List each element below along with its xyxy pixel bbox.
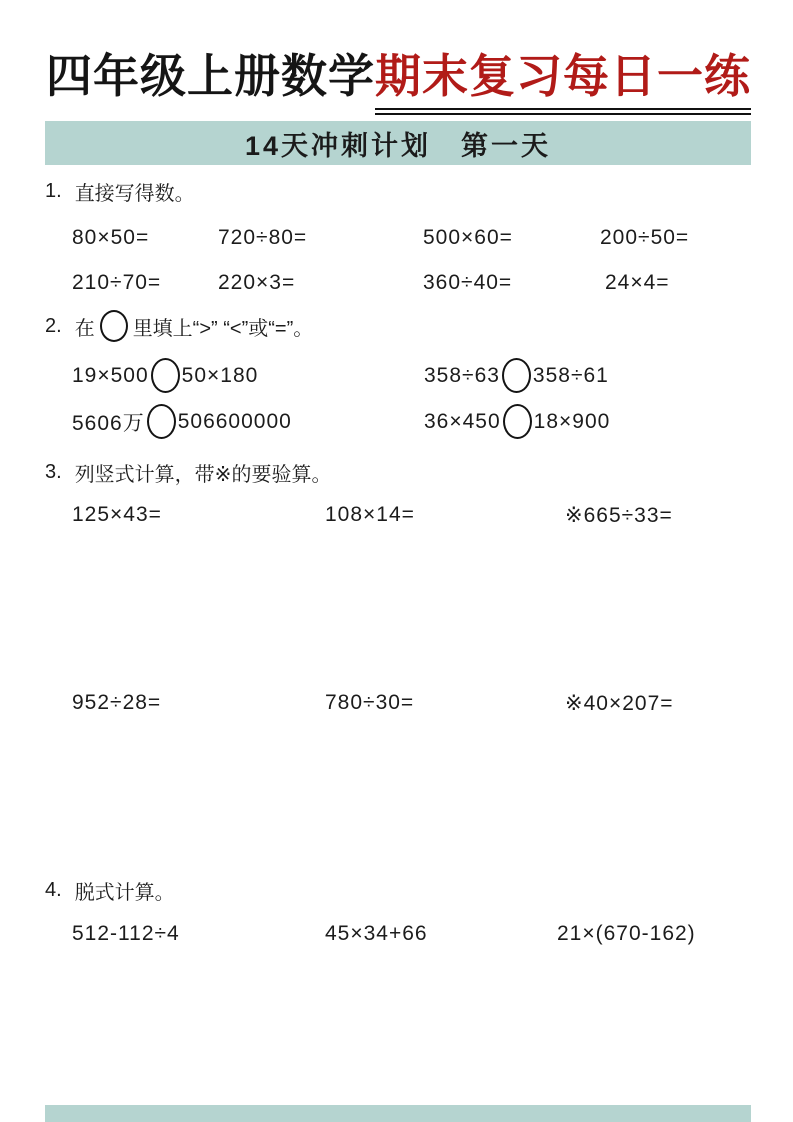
q4-expression: 512-112÷4 <box>72 922 180 945</box>
comparison-left: 5606万 <box>72 411 145 435</box>
answer-circle-icon <box>502 358 531 393</box>
comparison-item <box>424 357 609 394</box>
answer-circle-icon <box>100 310 128 342</box>
q2-instruction-pre: 在 <box>74 317 95 340</box>
q1-expression: 24×4= <box>605 271 670 294</box>
title-red-part: 期末复习每日一练 <box>375 40 751 115</box>
comparison-item <box>72 357 258 394</box>
footer-bar <box>45 1105 751 1122</box>
q2-instruction-post: 里填上“>” “<”或“=”。 <box>132 317 314 340</box>
comparison-right: 506600000 <box>177 409 292 433</box>
comparison-right: 50×180 <box>181 363 259 387</box>
q2-label <box>45 310 313 342</box>
q3-expression: ※40×207= <box>565 692 674 715</box>
q3-instruction: 列竖式计算，带※的要验算。 <box>74 464 332 486</box>
comparison-right: 18×900 <box>533 409 611 433</box>
q4-number: 4. <box>45 879 62 901</box>
q1-expression: 360÷40= <box>423 271 513 294</box>
q1-expression: 500×60= <box>423 226 513 249</box>
q3-expression: 125×43= <box>72 503 162 526</box>
title-black-part: 四年级上册数学 <box>46 51 375 102</box>
comparison-item <box>424 403 610 440</box>
q4-expression: 21×(670-162) <box>557 922 696 945</box>
q1-label <box>45 177 195 206</box>
comparison-left: 358÷63 <box>424 363 500 387</box>
comparison-left: 36×450 <box>424 409 501 433</box>
q2-number: 2. <box>45 314 62 337</box>
q1-expression: 720÷80= <box>218 226 308 249</box>
comparison-item <box>72 403 292 440</box>
q3-label <box>45 458 331 487</box>
q1-expression: 80×50= <box>72 226 150 249</box>
banner-text: 14天冲刺计划 第一天 <box>244 130 552 161</box>
q3-expression: 108×14= <box>325 503 415 526</box>
page-title <box>46 40 751 115</box>
q1-expression: 220×3= <box>218 271 296 294</box>
answer-circle-icon <box>503 404 532 439</box>
q3-expression: 952÷28= <box>72 691 162 714</box>
answer-circle-icon <box>147 404 176 439</box>
comparison-right: 358÷61 <box>532 363 609 387</box>
q4-label <box>45 876 175 905</box>
q1-expression: 200÷50= <box>600 226 690 249</box>
q4-expression: 45×34+66 <box>325 922 428 945</box>
q3-expression: 780÷30= <box>325 691 415 714</box>
q1-expression: 210÷70= <box>72 271 162 294</box>
q3-expression: ※665÷33= <box>565 504 673 527</box>
answer-circle-icon <box>151 358 180 393</box>
comparison-left: 19×500 <box>72 363 149 387</box>
q1-instruction: 直接写得数。 <box>74 183 195 205</box>
banner <box>45 121 751 165</box>
q3-number: 3. <box>45 461 62 483</box>
q1-number: 1. <box>45 180 62 202</box>
q4-instruction: 脱式计算。 <box>74 882 175 904</box>
